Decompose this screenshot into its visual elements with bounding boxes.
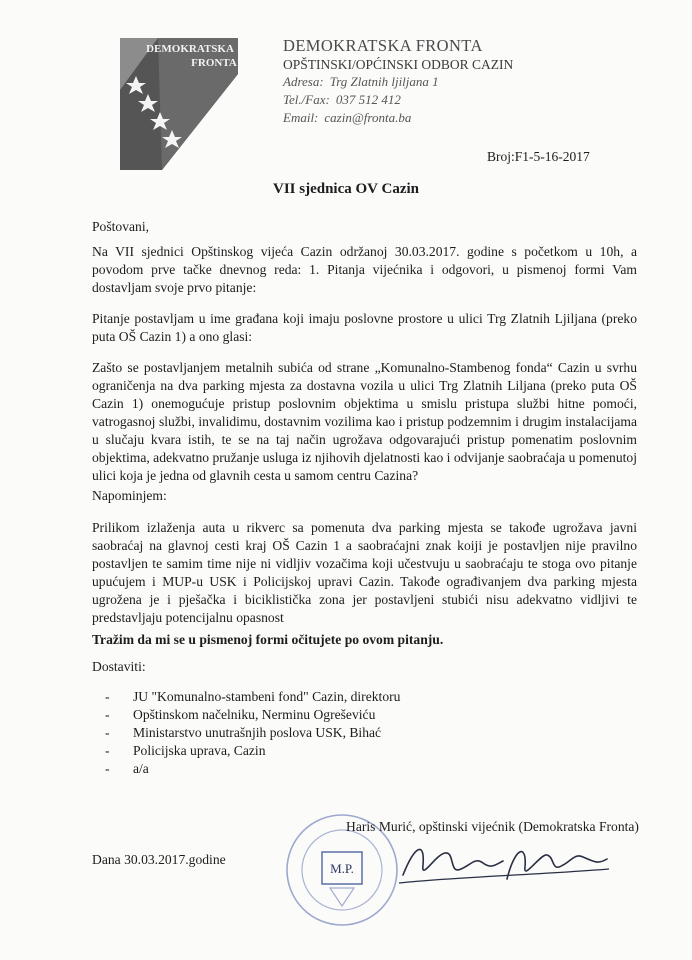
svg-text:M.P.: M.P. bbox=[330, 861, 354, 876]
signatory-name: Haris Murić, opštinski vijećnik (Demokratska Fronta) bbox=[346, 819, 639, 834]
intro-paragraph: Na VII sjednici Opštinskog vijeća Cazin održanoj 30.03.2017. godine s početkom u 10h, a povodom prve tačke dnevnog reda: 1. Pitanja vijećnika i odgovori, u pismenoj formi Vam dostavljam svoje prvo pitanje: bbox=[92, 244, 637, 295]
salutation: Poštovani, bbox=[92, 219, 150, 234]
phone-value: 037 512 412 bbox=[335, 92, 401, 107]
signature-icon bbox=[395, 835, 615, 890]
address-label: Adresa: bbox=[283, 74, 324, 89]
distribution-label: Dostaviti: bbox=[92, 659, 146, 674]
distribution-item: - Policijska uprava, Cazin bbox=[105, 742, 400, 760]
email-value: cazin@fronta.ba bbox=[324, 110, 412, 125]
letter-date: Dana 30.03.2017.godine bbox=[92, 852, 226, 867]
distribution-list bbox=[105, 688, 400, 778]
phone-label: Tel./Fax: bbox=[283, 92, 330, 107]
organization-name: DEMOKRATSKA FRONTA bbox=[283, 36, 483, 55]
letterhead bbox=[283, 36, 513, 127]
reference-number: Broj:F1-5-16-2017 bbox=[487, 149, 590, 164]
svg-text:FRONTA: FRONTA bbox=[191, 57, 237, 69]
distribution-item: - JU "Komunalno-stambeni fond" Cazin, direktoru bbox=[105, 688, 400, 706]
logo-shield-icon bbox=[118, 30, 240, 172]
distribution-item: - Ministarstvo unutrašnjih poslova USK, Bihać bbox=[105, 724, 400, 742]
phone-line bbox=[283, 91, 513, 109]
note-label: Napominjem: bbox=[92, 488, 167, 503]
committee-name: OPŠTINSKI/OPĆINSKI ODBOR CAZIN bbox=[283, 57, 514, 72]
svg-text:DEMOKRATSKA: DEMOKRATSKA bbox=[146, 43, 234, 55]
question-paragraph: Zašto se postavljanjem metalnih subića od strane „Komunalno-Stambenog fonda“ Cazin u svrhu ograničenja na dva parking mjesta za dostavna vozila u ulici Trg Zlatnih Liljana (preko puta OŠ Cazin 1) onemogućuje pristup poslovnim objektima u smislu pristupa službi hitne pomoći, vatrogasnoj službi, invalidimu, dostavnim vozilima kao i pristup podzemnim i drugim instalacijama u slučaju kvara istih, te se na taj način ugrožava odgovarajući pristup pomenatim poslovnim objektima, adekvatno pružanje usluga iz njihovih djelatnosti kao i odvijanje saobraćaja u pomenutoj ulici koja je jedna od glavnih cesta u samom centru Cazina? bbox=[92, 360, 637, 483]
address-value: Trg Zlatnih ljiljana 1 bbox=[329, 74, 439, 89]
distribution-item: - Opštinskom načelniku, Nerminu Ogreševiću bbox=[105, 706, 400, 724]
question-intro-paragraph: Pitanje postavljam u ime građana koji imaju poslovne prostore u ulici Trg Zlatnih Ljiljana (preko puta OŠ Cazin 1) a ono glasi: bbox=[92, 311, 637, 344]
address-line bbox=[283, 73, 513, 91]
request-paragraph: Tražim da mi se u pismenoj formi očitujete po ovom pitanju. bbox=[92, 632, 444, 647]
note-paragraph: Prilikom izlaženja auta u rikverc sa pomenuta dva parking mjesta se takođe ugrožava javni saobraćaj na glavnoj cesti kraj OŠ Cazin 1 a saobraćajni znak koiji je postavljen nije pravilno postavljen te samim time nije ni vidljiv vozačima koji učestvuju u saobraćaju te stoga ovo pitanje upućujem i MUP-u USK i Policijskoj upravi Cazin. Takođe ograđivanjem dva parking mjesta ugrožena je i pješačka i biciklistička zona jer postavljeni stubići nisu adekvatno vidljivi te predstavljaju potencijalnu opasnost bbox=[92, 520, 637, 625]
handwritten-signature bbox=[395, 835, 615, 890]
email-label: Email: bbox=[283, 110, 319, 125]
distribution-item: - a/a bbox=[105, 760, 400, 778]
email-line bbox=[283, 109, 513, 127]
letter-title: VII sjednica OV Cazin bbox=[273, 181, 419, 197]
party-logo bbox=[118, 30, 240, 172]
